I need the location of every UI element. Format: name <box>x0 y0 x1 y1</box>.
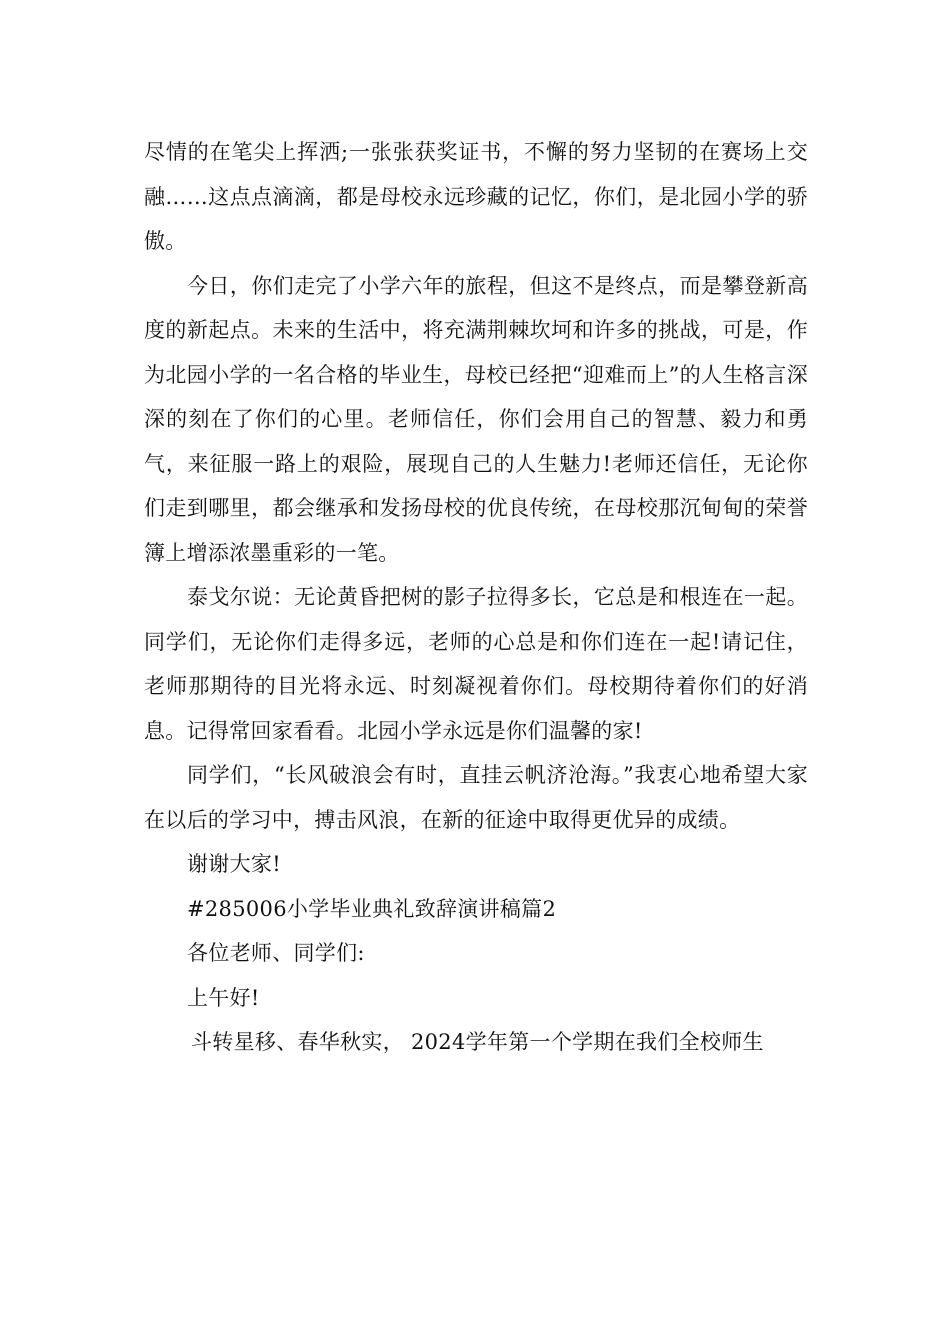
thanks-line: 谢谢大家! <box>187 852 281 876</box>
salutation: 各位老师、同学们: <box>187 941 365 965</box>
paragraph-1: 尽情的在笔尖上挥洒;一张张获奖证书，不懈的努力坚韧的在赛场上交融……这点点滴滴，都是母校永远珍藏的记忆，你们，是北园小学的骄傲。 <box>144 140 808 253</box>
section-heading: #285006小学毕业典礼致辞演讲稿篇2 <box>187 896 557 921</box>
greeting: 上午好! <box>187 985 260 1010</box>
paragraph-3: 泰戈尔说：无论黄昏把树的影子拉得多长，它总是和根连在一起。同学们，无论你们走得多远，老师的心总是和你们连在一起!请记住，老师那期待的目光将永远、时刻凝视着你们。母校期待着你们的好消息。记得常回家看看。北园小学永远是你们温馨的家! <box>144 585 808 743</box>
paragraph-2: 今日，你们走完了小学六年的旅程，但这不是终点，而是攀登新高度的新起点。未来的生活中，将充满荆棘坎坷和许多的挑战，可是，作为北园小学的一名合格的毕业生，母校已经把“迎难而上”的人生格言深深的刻在了你们的心里。老师信任，你们会用自己的智慧、毅力和勇气，来征服一路上的艰险，展现自己的人生魅力!老师还信任，无论你们走到哪里，都会继承和发扬母校的优良传统，在母校那沉甸甸的荣誉簿上增添浓墨重彩的一笔。 <box>144 273 808 565</box>
paragraph-5-start: 斗转星移、春华秋实， 2024学年第一个学期在我们全校师生 <box>191 1030 764 1054</box>
document-page <box>144 130 808 1065</box>
paragraph-4: 同学们，“长风破浪会有时，直挂云帆济沧海。”我衷心地希望大家在以后的学习中，搏击风浪，在新的征途中取得更优异的成绩。 <box>144 763 808 832</box>
